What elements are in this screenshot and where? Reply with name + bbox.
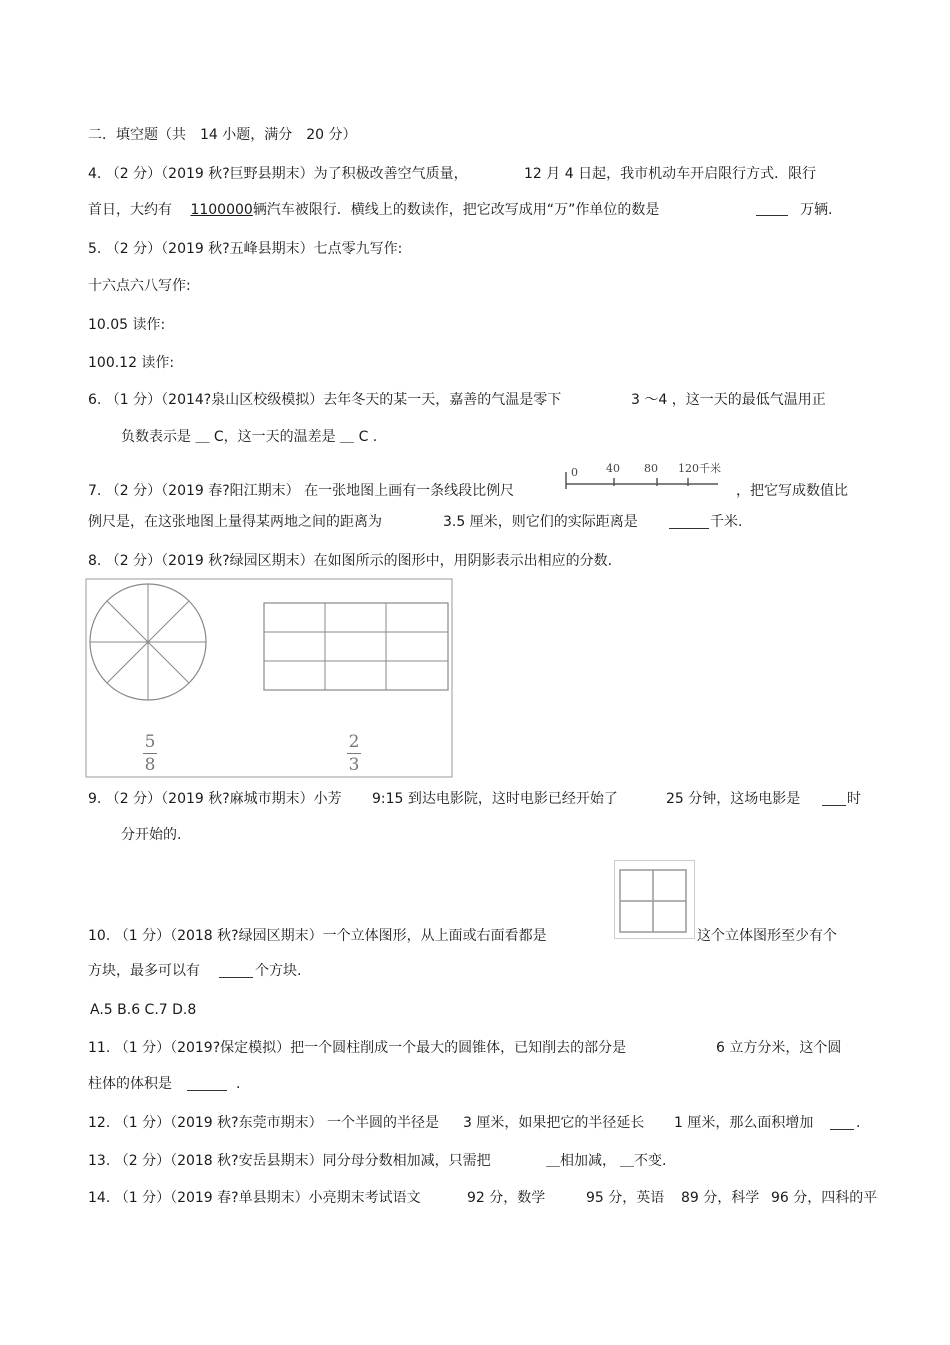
q11-line1b: 6 立方分米，这个圆: [716, 1040, 842, 1056]
q5-line3: 10.05 读作:: [88, 317, 166, 333]
q12-line1d: .: [856, 1115, 861, 1131]
section-title: 二．填空题（共 14 小题，满分 20 分）: [88, 127, 357, 143]
q12-line1a: 12. （1 分）（2019 秋?东莞市期末） 一个半圆的半径是: [88, 1115, 440, 1131]
q7-line1b: ，把它写成数值比: [736, 483, 848, 499]
q4-line1b: 12 月 4 日起，我市机动车开启限行方式．限行: [524, 166, 817, 182]
q4-line2a: 首日，大约有: [88, 202, 172, 218]
q12-answer-blank[interactable]: [830, 1115, 854, 1130]
q4-line2c: 万辆.: [800, 202, 833, 218]
q11-answer-blank[interactable]: [187, 1076, 227, 1091]
q9-line1a: 9. （2 分）（2019 秋?麻城市期末）小芳: [88, 791, 342, 807]
frac2-den: 3: [348, 755, 360, 775]
scale-label-0: 0: [571, 466, 578, 479]
q11-line2: 柱体的体积是: [88, 1076, 172, 1092]
q6-line2: 负数表示是 ＿ C，这一天的温差是 ＿ C .: [121, 429, 378, 445]
q7-line2b: 3.5 厘米，则它们的实际距离是: [443, 514, 638, 530]
scale-label-40: 40: [606, 462, 620, 475]
q4-line2: [88, 201, 659, 219]
q12-line1b: 3 厘米，如果把它的半径延长: [463, 1115, 645, 1131]
fraction-5-8: [138, 732, 162, 775]
frac2-num: 2: [348, 732, 360, 752]
q11-line1a: 11. （1 分）（2019?保定模拟）把一个圆柱削成一个最大的圆锥体，已知削去的部分是: [88, 1040, 627, 1056]
q7-line2c: 千米.: [710, 514, 743, 530]
q10-options: A.5 B.6 C.7 D.8: [90, 1002, 197, 1018]
q14-line1b: 92 分，数学: [467, 1190, 546, 1206]
q14-line1a: 14. （1 分）（2019 春?单县期末）小亮期末考试语文: [88, 1190, 421, 1206]
q6-line1b: 3 ～4 ，这一天的最低气温用正: [631, 392, 826, 408]
q13-line1b: ＿相加减，: [546, 1153, 616, 1169]
q9-answer-blank[interactable]: [822, 791, 846, 806]
q10-view-figure: [614, 860, 696, 940]
q5-line2: 十六点六八写作:: [88, 278, 191, 294]
q10-answer-blank[interactable]: [219, 963, 253, 978]
q7-line2a: 例尺是，在这张地图上量得某两地之间的距离为: [88, 514, 382, 530]
scale-bar-figure: [562, 458, 734, 496]
scale-label-120: 120千米: [678, 462, 721, 475]
q12-line1c: 1 厘米，那么面积增加: [674, 1115, 814, 1131]
q14-line1c: 95 分，英语: [586, 1190, 665, 1206]
q4-line2b: 辆汽车被限行．横线上的数读作，把它改写成用“万”作单位的数是: [252, 202, 660, 218]
q14-line1d: 89 分，科学: [681, 1190, 760, 1206]
q14-line1e: 96 分，四科的平: [771, 1190, 878, 1206]
q4-line1: 4. （2 分）（2019 秋?巨野县期末）为了积极改善空气质量，: [88, 166, 468, 182]
fraction-2-3: [342, 732, 366, 775]
q7-line1a: 7. （2 分）（2019 春?阳江期末） 在一张地图上画有一条线段比例尺: [88, 483, 515, 499]
q13-line1c: ＿不变.: [620, 1153, 667, 1169]
frac1-num: 5: [144, 732, 156, 752]
frac1-den: 8: [144, 755, 156, 775]
q10-line2b: 个方块.: [255, 963, 302, 979]
q8-line1: 8. （2 分）（2019 秋?绿园区期末）在如图所示的图形中，用阴影表示出相应的分数.: [88, 553, 613, 569]
q5-line1: 5. （2 分）（2019 秋?五峰县期末）七点零九写作:: [88, 241, 403, 257]
q7-answer-blank[interactable]: [669, 514, 709, 529]
q4-number: 1100000: [190, 202, 253, 218]
q10-line1a: 10. （1 分）（2018 秋?绿园区期末）一个立体图形，从上面或右面看都是: [88, 928, 547, 944]
q9-line1c: 25 分钟，这场电影是: [666, 791, 801, 807]
q13-line1a: 13. （2 分）（2018 秋?安岳县期末）同分母分数相加减，只需把: [88, 1153, 491, 1169]
q4-answer-blank[interactable]: [756, 201, 788, 216]
q9-line2: 分开始的.: [121, 827, 182, 843]
q9-line1b: 9:15 到达电影院，这时电影已经开始了: [372, 791, 618, 807]
q9-line1d: 时: [847, 791, 861, 807]
q10-line2a: 方块，最多可以有: [88, 963, 200, 979]
rectangle-figure: [264, 603, 448, 690]
q5-line4: 100.12 读作:: [88, 355, 175, 371]
q6-line1a: 6. （1 分）（2014?泉山区校级模拟）去年冬天的某一天，嘉善的气温是零下: [88, 392, 562, 408]
q11-line2end: .: [236, 1076, 241, 1092]
scale-label-80: 80: [644, 462, 658, 475]
q10-line1b: 这个立体图形至少有个: [697, 928, 837, 944]
